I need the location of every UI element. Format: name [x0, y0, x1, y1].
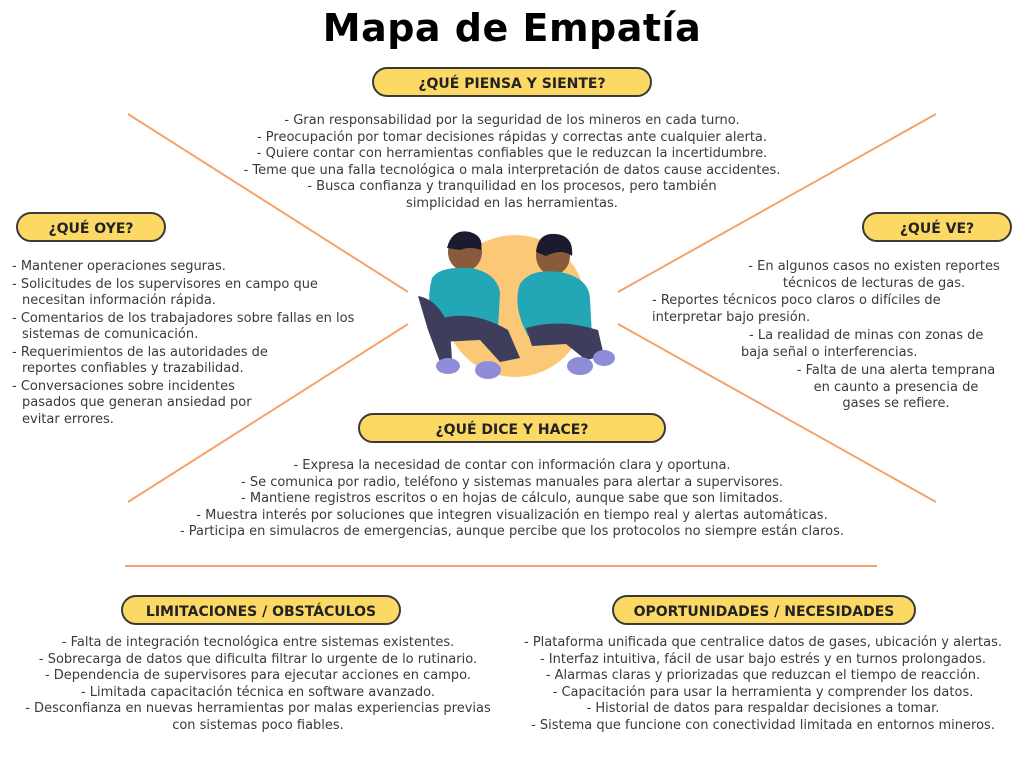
ve-line: - Reportes técnicos poco claros o difíciles de [652, 293, 941, 308]
piensa-line: - Gran responsabilidad por la seguridad de los mineros en cada turno. [284, 113, 740, 128]
dice-hace-heading: ¿QUÉ DICE Y HACE? [358, 413, 666, 443]
oye-text [12, 259, 360, 428]
piensa-line: - Quiere contar con herramientas confiables que le reduzcan la incertidumbre. [256, 146, 768, 161]
limitaciones-line: - Dependencia de supervisores para ejecutar acciones en campo. [44, 668, 472, 683]
limitaciones-line: - Sobrecarga de datos que dificulta filtrar lo urgente de lo rutinario. [38, 651, 478, 667]
two-seated-workers-illustration [418, 231, 615, 379]
ve-line: gases se refiere. [842, 396, 950, 411]
ve-line: técnicos de lecturas de gas. [782, 275, 966, 291]
oye-item: - Solicitudes de los supervisores en campo que necesitan información rápida. [12, 276, 318, 308]
ve-line: - En algunos casos no existen reportes [748, 259, 1000, 274]
piensa-siente-text [212, 113, 812, 212]
oye-item: - Mantener operaciones seguras. [12, 259, 226, 274]
oportunidades-line: - Plataforma unificada que centralice datos de gases, ubicación y alertas. [524, 635, 1002, 650]
ve-item [652, 293, 972, 326]
dice-line: - Muestra interés por soluciones que integren visualización en tiempo real y alertas automáticas. [196, 507, 828, 523]
oye-item: - Conversaciones sobre incidentes pasados que generan ansiedad por evitar errores. [12, 378, 252, 427]
oportunidades-line: - Sistema que funcione con conectividad limitada en entornos mineros. [531, 717, 995, 733]
oye-item: - Comentarios de los trabajadores sobre fallas en los sistemas de comunicación. [12, 310, 355, 342]
ve-item [738, 259, 1010, 292]
dice-hace-text [112, 458, 912, 541]
piensa-siente-heading: ¿QUÉ PIENSA Y SIENTE? [372, 67, 652, 97]
section-divider [125, 565, 877, 567]
oportunidades-text [508, 635, 1018, 734]
oportunidades-line: - Alarmas claras y priorizadas que reduzcan el tiempo de reacción. [545, 668, 981, 683]
ve-heading: ¿QUÉ VE? [862, 212, 1012, 242]
piensa-line: - Busca confianza y tranquilidad en los procesos, pero también [307, 179, 717, 194]
oye-heading: ¿QUÉ OYE? [16, 212, 166, 242]
ve-item [741, 328, 1001, 361]
limitaciones-heading: LIMITACIONES / OBSTÁCULOS [121, 595, 401, 625]
dice-line: - Mantiene registros escritos o en hojas de cálculo, aunque sabe que son limitados. [241, 491, 783, 506]
limitaciones-text [8, 635, 508, 734]
oportunidades-heading: OPORTUNIDADES / NECESIDADES [612, 595, 916, 625]
ve-line: en caunto a presencia de [813, 379, 979, 395]
ve-line: interpretar bajo presión. [652, 309, 811, 325]
dice-line: - Participa en simulacros de emergencias, aunque percibe que los protocolos no siempre están claros. [179, 524, 845, 539]
page-title: Mapa de Empatía [322, 6, 702, 50]
ve-item [785, 363, 1007, 413]
oportunidades-line: - Historial de datos para respaldar decisiones a tomar. [586, 701, 940, 716]
oportunidades-line: - Capacitación para usar la herramienta y comprender los datos. [552, 684, 974, 700]
dice-line: - Se comunica por radio, teléfono y sistemas manuales para alertar a supervisores. [241, 474, 783, 490]
piensa-line: - Preocupación por tomar decisiones rápidas y correctas ante cualquier alerta. [256, 129, 768, 145]
piensa-line: simplicidad en las herramientas. [406, 195, 618, 211]
limitaciones-line: - Desconfianza en nuevas herramientas por malas experiencias previas [25, 701, 491, 716]
ve-line: - Falta de una alerta temprana [796, 363, 996, 378]
dice-line: - Expresa la necesidad de contar con información clara y oportuna. [293, 458, 731, 473]
piensa-line: - Teme que una falla tecnológica o mala interpretación de datos cause accidentes. [243, 162, 781, 178]
limitaciones-line: - Limitada capacitación técnica en software avanzado. [80, 684, 436, 700]
oye-item: - Requerimientos de las autoridades de reportes confiables y trazabilidad. [12, 344, 268, 376]
oportunidades-line: - Interfaz intuitiva, fácil de usar bajo estrés y en turnos prolongados. [539, 651, 987, 667]
limitaciones-line: - Falta de integración tecnológica entre sistemas existentes. [61, 635, 455, 650]
limitaciones-line: con sistemas poco fiables. [172, 717, 344, 733]
ve-line: - La realidad de minas con zonas de [749, 328, 984, 343]
ve-line: baja señal o interferencias. [741, 344, 918, 360]
